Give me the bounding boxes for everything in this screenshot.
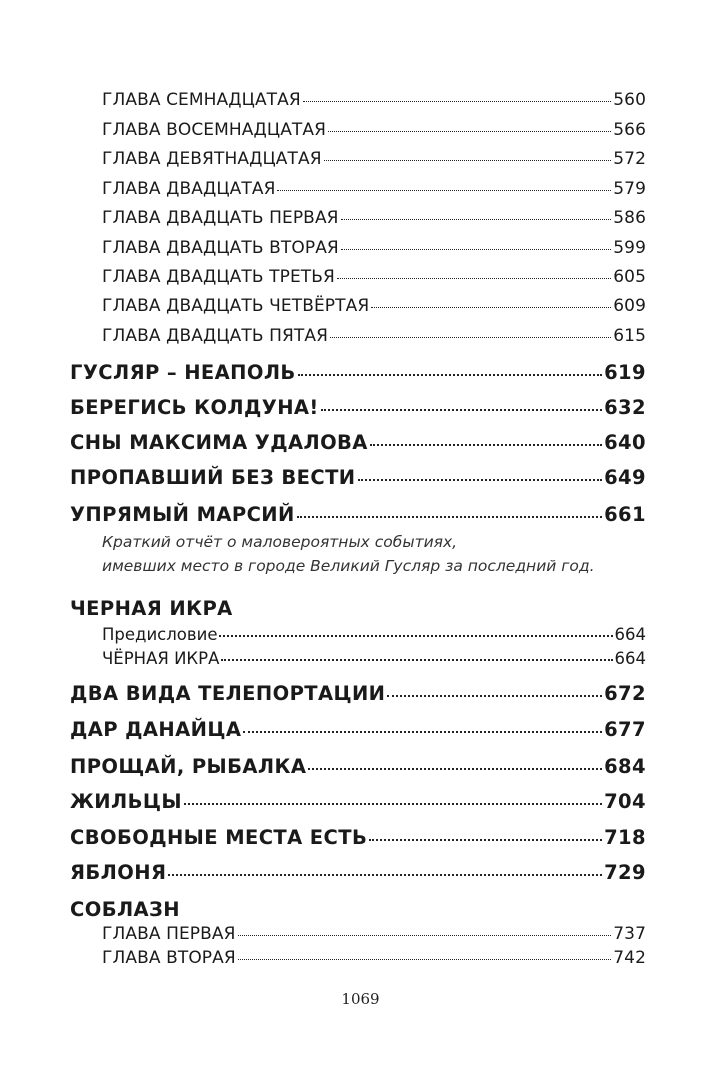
toc-entry-title: ГЛАВА ДВАДЦАТЬ ПЯТАЯ: [102, 326, 329, 346]
toc-story-title: ПРОПАВШИЙ БЕЗ ВЕСТИ: [70, 466, 356, 489]
toc-entry[interactable]: [102, 238, 646, 258]
toc-entry-page: 586: [613, 208, 646, 228]
toc-entry-title: ГЛАВА ДВАДЦАТЬ ТРЕТЬЯ: [102, 267, 335, 287]
toc-entry-title: ГЛАВА ПЕРВАЯ: [102, 924, 236, 944]
toc-entry-page: 566: [613, 120, 646, 140]
toc-entry-page: 737: [613, 924, 646, 944]
toc-story-entry[interactable]: [70, 396, 646, 419]
toc-note-line: Краткий отчёт о маловероятных событиях,: [102, 533, 458, 551]
toc-story-page: 640: [604, 431, 646, 454]
toc-section-heading[interactable]: СОБЛАЗН: [70, 898, 181, 921]
toc-entry[interactable]: [102, 179, 646, 199]
toc-story-title: ДВА ВИДА ТЕЛЕПОРТАЦИИ: [70, 682, 386, 705]
toc-story-title: ПРОЩАЙ, РЫБАЛКА: [70, 755, 307, 778]
toc-story-page: 649: [604, 466, 646, 489]
toc-leader-dots: [330, 337, 611, 338]
toc-entry-page: 599: [613, 238, 646, 258]
toc-leader-dots: [324, 160, 612, 161]
toc-story-entry[interactable]: [70, 682, 646, 705]
toc-leader-dots: [321, 409, 602, 411]
toc-leader-dots: [243, 731, 602, 733]
toc-entry[interactable]: [102, 149, 646, 169]
toc-leader-dots: [337, 278, 611, 279]
toc-note-line: имевших место в городе Великий Гусляр за последний год.: [102, 557, 595, 575]
toc-leader-dots: [277, 190, 611, 191]
toc-entry[interactable]: [102, 296, 646, 316]
toc-leader-dots: [369, 839, 602, 841]
toc-entry-page: 664: [614, 625, 646, 644]
page-number: 1069: [341, 990, 380, 1008]
toc-entry-page: 572: [613, 149, 646, 169]
toc-leader-dots: [341, 249, 611, 250]
toc-leader-dots: [238, 935, 612, 936]
toc-leader-dots: [303, 101, 611, 102]
toc-entry-title: Предисловие: [102, 625, 218, 644]
toc-entry-page: 609: [613, 296, 646, 316]
toc-entry-title: ГЛАВА ДВАДЦАТЬ ВТОРАЯ: [102, 238, 339, 258]
toc-leader-dots: [371, 307, 611, 308]
toc-story-entry[interactable]: [70, 431, 646, 454]
toc-leader-dots: [297, 516, 602, 518]
toc-entry-page: 615: [613, 326, 646, 346]
toc-section-heading[interactable]: ЧЕРНАЯ ИКРА: [70, 597, 233, 620]
toc-entry-title: ГЛАВА ДЕВЯТНАДЦАТАЯ: [102, 149, 322, 169]
toc-leader-dots: [184, 803, 602, 805]
toc-leader-dots: [308, 768, 602, 770]
toc-leader-dots: [387, 695, 602, 697]
toc-story-page: 729: [604, 861, 646, 884]
toc-entry-title: ГЛАВА СЕМНАДЦАТАЯ: [102, 90, 301, 110]
toc-story-page: 661: [604, 503, 646, 526]
toc-leader-dots: [238, 959, 611, 960]
toc-leader-dots: [221, 659, 612, 661]
toc-entry[interactable]: [102, 326, 646, 346]
toc-story-page: 704: [604, 790, 646, 813]
toc-entry[interactable]: [102, 625, 646, 644]
toc-entry[interactable]: [102, 120, 646, 140]
toc-story-title: ДАР ДАНАЙЦА: [70, 718, 242, 741]
toc-entry-title: ГЛАВА ДВАДЦАТАЯ: [102, 179, 276, 199]
toc-story-title: УПРЯМЫЙ МАРСИЙ: [70, 503, 295, 526]
toc-entry-title: ГЛАВА ВОСЕМНАДЦАТАЯ: [102, 120, 327, 140]
toc-entry-page: 579: [613, 179, 646, 199]
toc-entry-page: 742: [613, 948, 646, 968]
toc-story-entry[interactable]: [70, 466, 646, 489]
toc-story-entry[interactable]: [70, 718, 646, 741]
toc-entry-title: ГЛАВА ДВАДЦАТЬ ПЕРВАЯ: [102, 208, 339, 228]
toc-story-title: БЕРЕГИСЬ КОЛДУНА!: [70, 396, 319, 419]
toc-entry-title: ГЛАВА ВТОРАЯ: [102, 948, 236, 968]
toc-leader-dots: [341, 219, 612, 220]
toc-entry-title: ГЛАВА ДВАДЦАТЬ ЧЕТВЁРТАЯ: [102, 296, 370, 316]
toc-story-entry[interactable]: [70, 361, 646, 384]
toc-story-entry[interactable]: [70, 755, 646, 778]
toc-entry[interactable]: [102, 208, 646, 228]
toc-story-title: СНЫ МАКСИМА УДАЛОВА: [70, 431, 368, 454]
toc-entry-page: 560: [613, 90, 646, 110]
toc-leader-dots: [358, 479, 603, 481]
toc-leader-dots: [168, 874, 602, 876]
toc-entry[interactable]: [102, 924, 646, 944]
toc-story-title: ЖИЛЬЦЫ: [70, 790, 182, 813]
toc-story-page: 677: [604, 718, 646, 741]
toc-story-title: ЯБЛОНЯ: [70, 861, 167, 884]
toc-story-page: 672: [604, 682, 646, 705]
toc-leader-dots: [370, 444, 602, 446]
toc-entry[interactable]: [102, 90, 646, 110]
toc-entry-title: ЧЁРНАЯ ИКРА: [102, 649, 220, 668]
toc-leader-dots: [328, 131, 611, 132]
toc-story-page: 684: [604, 755, 646, 778]
toc-entry[interactable]: [102, 649, 646, 668]
toc-leader-dots: [298, 374, 602, 376]
toc-entry-page: 664: [614, 649, 646, 668]
toc-entry[interactable]: [102, 948, 646, 968]
toc-entry[interactable]: [102, 267, 646, 287]
toc-story-entry[interactable]: [70, 790, 646, 813]
toc-story-title: ГУСЛЯР – НЕАПОЛЬ: [70, 361, 296, 384]
toc-story-entry[interactable]: [70, 826, 646, 849]
toc-story-title: СВОБОДНЫЕ МЕСТА ЕСТЬ: [70, 826, 368, 849]
toc-story-page: 619: [604, 361, 646, 384]
toc-story-entry[interactable]: [70, 861, 646, 884]
toc-story-page: 718: [604, 826, 646, 849]
toc-entry-page: 605: [613, 267, 646, 287]
toc-story-entry[interactable]: [70, 503, 646, 526]
toc-story-page: 632: [604, 396, 646, 419]
toc-leader-dots: [219, 635, 612, 637]
